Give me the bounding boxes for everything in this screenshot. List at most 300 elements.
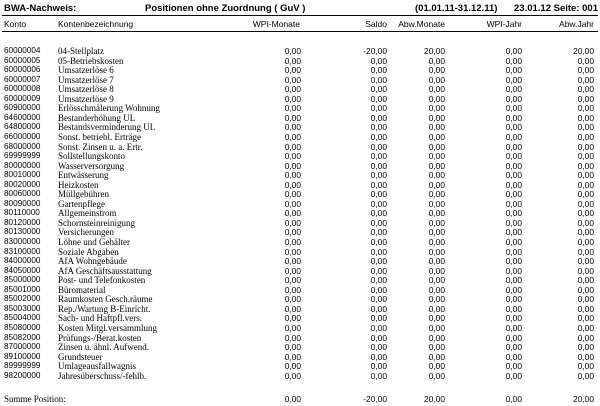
row-konto: 80010000	[4, 170, 41, 180]
columns-rule	[2, 31, 598, 32]
row-saldo: 0,00	[370, 74, 387, 85]
row-saldo: 0,00	[370, 237, 387, 247]
row-wpi-jahr: 0,00	[505, 65, 522, 76]
row-name: Rep./Wartung B-Einricht.	[58, 303, 151, 314]
row-abw-jahr: 0,00	[577, 160, 594, 171]
table-row	[0, 304, 600, 314]
row-konto: 89100000	[4, 351, 41, 361]
row-name: Löhne und Gehälter	[58, 237, 130, 247]
row-abw-jahr: 0,00	[577, 170, 594, 181]
row-konto: 60000004	[4, 46, 41, 55]
row-name: Prüfungs-/Berat.kosten	[58, 332, 142, 343]
row-name: AfA Wohngebäude	[58, 256, 127, 267]
row-wpi-monate: 0,00	[284, 256, 301, 267]
row-konto: 80130000	[4, 227, 41, 237]
row-konto: 60900000	[4, 103, 41, 113]
table-row	[0, 256, 600, 266]
col-abw-monate: Abw.Monate	[398, 19, 445, 29]
row-abw-jahr: 0,00	[577, 275, 594, 286]
table-row	[0, 285, 600, 295]
row-abw-monate: 0,00	[428, 217, 445, 228]
col-bezeichnung: Kontenbezeichnung	[58, 19, 134, 29]
summary-label: Summe Position:	[4, 394, 66, 404]
row-abw-jahr: 0,00	[577, 217, 594, 228]
row-wpi-jahr: 0,00	[505, 265, 522, 276]
row-name: Sonst. Zinsen u. a. Ertr.	[58, 141, 143, 152]
col-konto: Konto	[4, 19, 27, 29]
row-konto: 85080000	[4, 322, 41, 332]
row-abw-monate: 0,00	[428, 112, 445, 123]
row-name: 05-Betriebskosten	[58, 55, 124, 66]
row-wpi-monate: 0,00	[284, 189, 301, 200]
table-row	[0, 199, 600, 209]
row-wpi-jahr: 0,00	[505, 256, 522, 267]
row-abw-monate: 0,00	[428, 103, 445, 114]
row-wpi-monate: 0,00	[284, 227, 301, 238]
row-wpi-monate: 0,00	[284, 84, 301, 95]
row-abw-jahr: 0,00	[577, 112, 594, 123]
col-wpi-jahr: WPI-Jahr	[486, 19, 522, 29]
row-saldo: 0,00	[370, 65, 387, 76]
summary-abw-monate: 20,00	[424, 394, 445, 404]
table-row	[0, 333, 600, 343]
row-wpi-jahr: 0,00	[505, 351, 522, 362]
row-abw-jahr: 0,00	[577, 284, 594, 295]
row-konto: 85001000	[4, 284, 41, 294]
row-wpi-jahr: 0,00	[505, 217, 522, 228]
table-row	[0, 142, 600, 152]
header-rule	[2, 15, 598, 16]
row-wpi-jahr: 0,00	[505, 322, 522, 333]
row-abw-jahr: 0,00	[577, 342, 594, 353]
row-saldo: -20,00	[363, 46, 387, 56]
summary-abw-jahr: 20,00	[573, 394, 594, 404]
row-abw-monate: 20,00	[424, 46, 445, 56]
row-konto: 84050000	[4, 265, 41, 275]
row-saldo: 0,00	[370, 246, 387, 257]
row-konto: 80120000	[4, 217, 41, 227]
row-abw-monate: 0,00	[428, 55, 445, 66]
row-abw-monate: 0,00	[428, 313, 445, 324]
row-abw-monate: 0,00	[428, 84, 445, 95]
table-row	[0, 361, 600, 371]
row-name: Raumkosten Gesch.räume	[58, 294, 153, 305]
row-saldo: 0,00	[370, 217, 387, 228]
row-name: Sonst. betriebl. Erträge	[58, 131, 141, 142]
row-konto: 80090000	[4, 198, 41, 208]
row-abw-monate: 0,00	[428, 265, 445, 276]
row-abw-monate: 0,00	[428, 294, 445, 305]
report-name: BWA-Nachweis:	[4, 3, 77, 14]
row-saldo: 0,00	[370, 256, 387, 267]
row-saldo: 0,00	[370, 112, 387, 123]
row-wpi-monate: 0,00	[284, 361, 301, 372]
row-saldo: 0,00	[370, 294, 387, 305]
row-konto: 85004000	[4, 313, 41, 323]
row-name: Wasserversorgung	[58, 160, 125, 171]
row-konto: 87000000	[4, 342, 41, 352]
row-wpi-jahr: 0,00	[505, 151, 522, 162]
row-saldo: 0,00	[370, 275, 387, 286]
row-wpi-monate: 0,00	[284, 122, 301, 133]
row-saldo: 0,00	[370, 208, 387, 219]
row-abw-monate: 0,00	[428, 198, 445, 209]
row-wpi-monate: 0,00	[284, 131, 301, 142]
table-row	[0, 84, 600, 94]
row-abw-jahr: 0,00	[577, 122, 594, 133]
row-saldo: 0,00	[370, 84, 387, 95]
row-abw-jahr: 0,00	[577, 208, 594, 219]
table-row	[0, 237, 600, 247]
row-konto: 85003000	[4, 303, 41, 313]
row-abw-monate: 0,00	[428, 93, 445, 104]
row-abw-jahr: 0,00	[577, 246, 594, 257]
row-wpi-monate: 0,00	[284, 313, 301, 324]
table-row	[0, 151, 600, 161]
row-name: Sach- und Haftpfl.vers.	[58, 313, 142, 324]
row-wpi-monate: 0,00	[284, 141, 301, 152]
row-wpi-jahr: 0,00	[505, 284, 522, 295]
row-abw-monate: 0,00	[428, 170, 445, 181]
table-row	[0, 352, 600, 362]
row-wpi-jahr: 0,00	[505, 84, 522, 95]
row-konto: 80060000	[4, 189, 41, 199]
row-wpi-jahr: 0,00	[505, 370, 522, 381]
row-abw-monate: 0,00	[428, 351, 445, 362]
row-abw-jahr: 0,00	[577, 179, 594, 190]
row-abw-jahr: 0,00	[577, 237, 594, 247]
row-wpi-jahr: 0,00	[505, 303, 522, 314]
row-abw-monate: 0,00	[428, 332, 445, 343]
row-wpi-monate: 0,00	[284, 46, 301, 56]
row-name: Grundsteuer	[58, 351, 103, 362]
row-name: Bestanderhöhung UL	[58, 112, 136, 123]
row-saldo: 0,00	[370, 170, 387, 181]
row-abw-monate: 0,00	[428, 131, 445, 142]
row-wpi-monate: 0,00	[284, 284, 301, 295]
table-row	[0, 294, 600, 304]
table-row	[0, 46, 600, 56]
row-abw-jahr: 0,00	[577, 294, 594, 305]
row-abw-jahr: 0,00	[577, 151, 594, 162]
row-konto: 66000000	[4, 131, 41, 141]
row-wpi-jahr: 0,00	[505, 122, 522, 133]
table-row	[0, 56, 600, 66]
row-abw-monate: 0,00	[428, 179, 445, 190]
row-konto: 60000009	[4, 93, 41, 103]
row-abw-jahr: 0,00	[577, 265, 594, 276]
table-row	[0, 371, 600, 381]
row-abw-jahr: 0,00	[577, 322, 594, 333]
row-name: Umsatzerlöse 8	[58, 84, 114, 95]
row-abw-jahr: 0,00	[577, 370, 594, 381]
row-abw-monate: 0,00	[428, 141, 445, 152]
row-wpi-monate: 0,00	[284, 246, 301, 257]
row-name: Erlösschmälerung Wohnung	[58, 103, 160, 114]
table-row	[0, 75, 600, 85]
row-wpi-jahr: 0,00	[505, 332, 522, 343]
table-row	[0, 323, 600, 333]
row-abw-jahr: 0,00	[577, 141, 594, 152]
row-abw-monate: 0,00	[428, 237, 445, 247]
row-name: Heizkosten	[58, 179, 99, 190]
row-wpi-jahr: 0,00	[505, 179, 522, 190]
row-wpi-jahr: 0,00	[505, 93, 522, 104]
row-wpi-jahr: 0,00	[505, 361, 522, 372]
row-saldo: 0,00	[370, 198, 387, 209]
row-konto: 85082000	[4, 332, 41, 342]
row-abw-monate: 0,00	[428, 361, 445, 372]
row-saldo: 0,00	[370, 179, 387, 190]
report-date-page: 23.01.12 Seite: 001	[514, 3, 598, 14]
row-wpi-jahr: 0,00	[505, 189, 522, 200]
row-wpi-jahr: 0,00	[505, 208, 522, 219]
row-name: Umsatzerlöse 7	[58, 74, 114, 85]
row-saldo: 0,00	[370, 141, 387, 152]
row-wpi-monate: 0,00	[284, 265, 301, 276]
row-abw-monate: 0,00	[428, 189, 445, 200]
table-row	[0, 170, 600, 180]
row-wpi-jahr: 0,00	[505, 74, 522, 85]
row-wpi-jahr: 0,00	[505, 141, 522, 152]
table-row	[0, 218, 600, 228]
row-wpi-monate: 0,00	[284, 322, 301, 333]
table-row	[0, 161, 600, 171]
row-wpi-monate: 0,00	[284, 217, 301, 228]
row-name: Umlageausfallwagnis	[58, 361, 136, 372]
table-row	[0, 342, 600, 352]
row-name: Post- und Telefonkosten	[58, 275, 146, 286]
row-wpi-monate: 0,00	[284, 179, 301, 190]
row-wpi-jahr: 0,00	[505, 55, 522, 66]
row-saldo: 0,00	[370, 103, 387, 114]
row-saldo: 0,00	[370, 122, 387, 133]
row-wpi-monate: 0,00	[284, 74, 301, 85]
table-row	[0, 266, 600, 276]
row-konto: 89999999	[4, 361, 41, 371]
row-wpi-jahr: 0,00	[505, 198, 522, 209]
table-row	[0, 65, 600, 75]
row-name: Büromaterial	[58, 284, 106, 295]
row-abw-jahr: 0,00	[577, 313, 594, 324]
table-row	[0, 275, 600, 285]
row-abw-jahr: 0,00	[577, 65, 594, 76]
row-abw-jahr: 0,00	[577, 198, 594, 209]
row-konto: 84000000	[4, 256, 41, 266]
table-row	[0, 208, 600, 218]
row-abw-jahr: 0,00	[577, 131, 594, 142]
row-saldo: 0,00	[370, 265, 387, 276]
row-wpi-monate: 0,00	[284, 275, 301, 286]
row-abw-jahr: 0,00	[577, 332, 594, 343]
row-saldo: 0,00	[370, 303, 387, 314]
row-name: Bestandsverminderung UL	[58, 122, 156, 133]
row-wpi-jahr: 0,00	[505, 237, 522, 247]
row-konto: 68000000	[4, 141, 41, 151]
row-abw-monate: 0,00	[428, 160, 445, 171]
row-abw-monate: 0,00	[428, 342, 445, 353]
row-abw-jahr: 0,00	[577, 227, 594, 238]
row-konto: 60000008	[4, 84, 41, 94]
row-konto: 64800000	[4, 122, 41, 132]
row-wpi-monate: 0,00	[284, 112, 301, 123]
row-wpi-jahr: 0,00	[505, 342, 522, 353]
col-wpi-monate: WPI-Monate	[252, 19, 300, 29]
row-abw-monate: 0,00	[428, 275, 445, 286]
row-wpi-monate: 0,00	[284, 303, 301, 314]
row-abw-monate: 0,00	[428, 227, 445, 238]
row-wpi-jahr: 0,00	[505, 246, 522, 257]
summary-saldo: -20,00	[363, 394, 387, 404]
table-row	[0, 113, 600, 123]
row-konto: 85000000	[4, 275, 41, 285]
row-wpi-jahr: 0,00	[505, 170, 522, 181]
row-wpi-jahr: 0,00	[505, 227, 522, 238]
row-konto: 60000005	[4, 55, 41, 65]
row-konto: 60000006	[4, 65, 41, 75]
row-abw-jahr: 0,00	[577, 103, 594, 114]
row-konto: 64600000	[4, 112, 41, 122]
row-wpi-jahr: 0,00	[505, 112, 522, 123]
row-konto: 80000000	[4, 160, 41, 170]
table-row	[0, 103, 600, 113]
table-row	[0, 227, 600, 237]
row-abw-monate: 0,00	[428, 322, 445, 333]
row-wpi-monate: 0,00	[284, 103, 301, 114]
row-konto: 69999999	[4, 151, 41, 161]
row-name: Umsatzerlöse 9	[58, 93, 114, 104]
row-saldo: 0,00	[370, 189, 387, 200]
row-abw-monate: 0,00	[428, 256, 445, 267]
row-saldo: 0,00	[370, 322, 387, 333]
table-row	[0, 313, 600, 323]
row-name: Zinsen u. ähnl. Aufwend.	[58, 342, 149, 353]
row-abw-jahr: 0,00	[577, 84, 594, 95]
report-period: (01.01.11-31.12.11)	[415, 3, 498, 14]
row-konto: 80020000	[4, 179, 41, 189]
row-name: Gartenpflege	[58, 198, 105, 209]
row-name: Schornsteinreinigung	[58, 217, 135, 228]
row-name: Müllgebühren	[58, 189, 109, 200]
row-saldo: 0,00	[370, 131, 387, 142]
summary-wpi-monate: 0,00	[284, 394, 301, 404]
row-wpi-monate: 0,00	[284, 370, 301, 381]
summary-row	[0, 394, 600, 404]
row-wpi-jahr: 0,00	[505, 275, 522, 286]
row-wpi-monate: 0,00	[284, 351, 301, 362]
row-name: Kosten Mitgl.versammlung	[58, 322, 157, 333]
row-name: AfA Geschäftsausstattung	[58, 265, 152, 276]
row-name: 04-Stellplatz	[58, 46, 104, 56]
table-row	[0, 132, 600, 142]
row-wpi-monate: 0,00	[284, 294, 301, 305]
row-wpi-monate: 0,00	[284, 237, 301, 247]
row-saldo: 0,00	[370, 55, 387, 66]
table-row	[0, 94, 600, 104]
row-wpi-jahr: 0,00	[505, 294, 522, 305]
row-abw-monate: 0,00	[428, 74, 445, 85]
table-row	[0, 180, 600, 190]
row-wpi-monate: 0,00	[284, 151, 301, 162]
row-abw-jahr: 0,00	[577, 93, 594, 104]
row-abw-jahr: 0,00	[577, 55, 594, 66]
row-name: Allgemeinstrom	[58, 208, 117, 219]
table-row	[0, 247, 600, 257]
row-abw-monate: 0,00	[428, 65, 445, 76]
row-name: Jahresüberschuss/-fehlb.	[58, 370, 147, 381]
row-abw-jahr: 0,00	[577, 74, 594, 85]
row-name: Soziale Abgaben	[58, 246, 119, 257]
row-saldo: 0,00	[370, 351, 387, 362]
row-wpi-monate: 0,00	[284, 170, 301, 181]
row-abw-jahr: 0,00	[577, 256, 594, 267]
row-abw-jahr: 0,00	[577, 303, 594, 314]
row-saldo: 0,00	[370, 160, 387, 171]
row-konto: 60000007	[4, 74, 41, 84]
row-abw-monate: 0,00	[428, 208, 445, 219]
col-saldo: Saldo	[365, 19, 387, 29]
row-konto: 83100000	[4, 246, 41, 256]
row-wpi-jahr: 0,00	[505, 131, 522, 142]
row-abw-monate: 0,00	[428, 246, 445, 257]
col-abw-jahr: Abw.Jahr	[559, 19, 594, 29]
row-wpi-jahr: 0,00	[505, 46, 522, 56]
report-title: Positionen ohne Zuordnung ( GuV )	[145, 3, 306, 14]
row-saldo: 0,00	[370, 342, 387, 353]
row-saldo: 0,00	[370, 284, 387, 295]
row-abw-monate: 0,00	[428, 122, 445, 133]
row-wpi-monate: 0,00	[284, 93, 301, 104]
table-row	[0, 189, 600, 199]
row-wpi-monate: 0,00	[284, 208, 301, 219]
row-wpi-monate: 0,00	[284, 55, 301, 66]
row-wpi-monate: 0,00	[284, 332, 301, 343]
row-konto: 98200000	[4, 370, 41, 380]
row-wpi-monate: 0,00	[284, 65, 301, 76]
row-saldo: 0,00	[370, 332, 387, 343]
row-abw-monate: 0,00	[428, 284, 445, 295]
row-saldo: 0,00	[370, 370, 387, 381]
row-saldo: 0,00	[370, 151, 387, 162]
row-abw-jahr: 0,00	[577, 361, 594, 372]
row-saldo: 0,00	[370, 93, 387, 104]
table-row	[0, 122, 600, 132]
row-konto: 80110000	[4, 208, 40, 218]
row-abw-monate: 0,00	[428, 303, 445, 314]
row-name: Umsatzerlöse 6	[58, 65, 114, 76]
row-wpi-jahr: 0,00	[505, 103, 522, 114]
row-konto: 85002000	[4, 294, 41, 304]
row-konto: 83000000	[4, 237, 41, 246]
row-wpi-jahr: 0,00	[505, 160, 522, 171]
row-saldo: 0,00	[370, 361, 387, 372]
row-abw-jahr: 20,00	[573, 46, 594, 56]
row-abw-jahr: 0,00	[577, 351, 594, 362]
row-wpi-jahr: 0,00	[505, 313, 522, 324]
row-abw-monate: 0,00	[428, 370, 445, 381]
row-saldo: 0,00	[370, 227, 387, 238]
summary-wpi-jahr: 0,00	[505, 394, 522, 404]
row-wpi-monate: 0,00	[284, 198, 301, 209]
row-name: Versicherungen	[58, 227, 114, 238]
row-wpi-monate: 0,00	[284, 160, 301, 171]
row-name: Entwässerung	[58, 170, 109, 181]
row-abw-monate: 0,00	[428, 151, 445, 162]
row-wpi-monate: 0,00	[284, 342, 301, 353]
row-name: Sollstellungskonto	[58, 151, 126, 162]
row-saldo: 0,00	[370, 313, 387, 324]
row-abw-jahr: 0,00	[577, 189, 594, 200]
